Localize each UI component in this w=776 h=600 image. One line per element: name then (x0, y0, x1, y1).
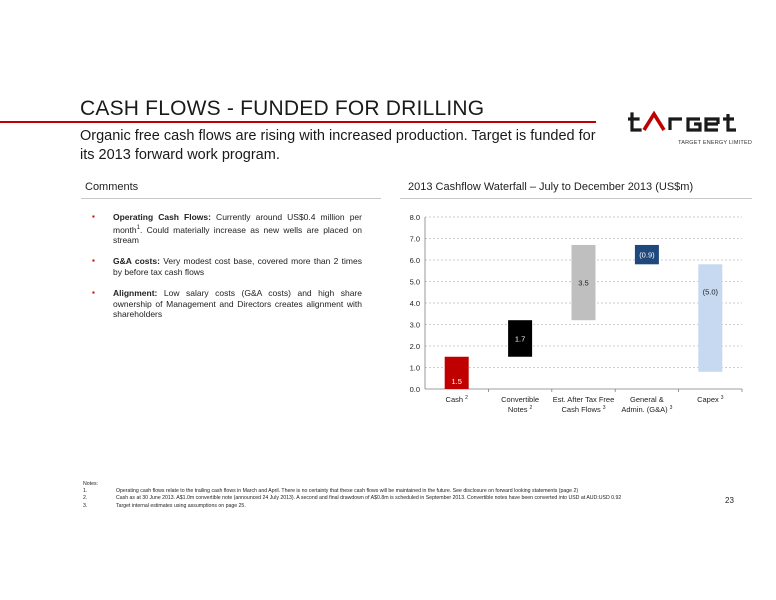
bar-value-label: (5.0) (702, 287, 719, 297)
note-text: Cash as at 30 June 2013. A$1.0m convertible note (announced 24 July 2013). A second and final drawdown of A$0.8m is scheduled in September 2013. Convertible notes have been converted into USD at AUD:USD 0.92 (116, 495, 622, 502)
x-category-label: Notes $^2$ (507, 405, 533, 414)
notes-heading: Notes: (83, 481, 98, 487)
x-category-label: Cash Flows $^3$ (561, 405, 606, 414)
footnote-ref: 2 (465, 395, 468, 401)
y-tick-label: 4.0 (409, 299, 420, 308)
target-energy-logo (628, 108, 748, 138)
comment-bullet-text: Very modest cost base, covered more than 2 times by before tax cash flows (113, 256, 362, 277)
comment-bullet-text: . Could materially increase as new wells are placed on stream (113, 224, 362, 245)
x-category-label: Est. After Tax Free (552, 395, 615, 404)
footnote-ref: 3 (669, 405, 673, 411)
note-number: 3. (83, 502, 88, 509)
y-tick-label: 5.0 (409, 277, 420, 287)
x-category-label: Admin. (G&A) $^3$ (621, 405, 673, 414)
chart-heading: 2013 Cashflow Waterfall – July to December 2013 (US$m) (408, 181, 694, 193)
y-tick-label: 8.0 (409, 213, 420, 222)
x-category-label: General & (630, 395, 664, 404)
comment-bullet-text: Currently around US$0.4 million per month (113, 212, 362, 235)
note-item (83, 488, 693, 495)
y-tick-label: 2.0 (409, 342, 420, 351)
y-tick-label: 0.0 (409, 385, 420, 394)
bar-value-label: 1.7 (514, 334, 526, 344)
comment-bullet-label: Operating Cash Flows: (113, 212, 211, 222)
note-number: 1. (83, 488, 88, 495)
comments-list (92, 212, 362, 331)
cashflow-waterfall-chart (405, 205, 750, 430)
comment-bullet (92, 212, 362, 245)
comments-heading: Comments (85, 181, 139, 193)
waterfall-bar (698, 264, 722, 372)
note-number: 2. (83, 495, 88, 502)
footnote-ref: 2 (529, 405, 533, 411)
footnote-ref: 3 (602, 405, 606, 411)
logo-subtext: TARGET ENERGY LIMITED (678, 140, 752, 146)
y-tick-label: 1.0 (409, 363, 420, 373)
x-category-label: Convertible (501, 395, 540, 404)
note-item (83, 503, 693, 510)
comment-bullet (92, 256, 362, 277)
note-text: Operating cash flows relate to the trailing cash flows in March and April. There is no certainty that these cash flows will be maintained in the future. See disclosure on forward looking statements (page 2) (116, 488, 579, 495)
note-item (83, 495, 693, 502)
page-subtitle: Organic free cash flows are rising with increased production. Target is funded for its 2013 forward work program. (80, 128, 596, 163)
waterfall-chart-svg (405, 205, 750, 430)
chart-divider (400, 198, 752, 199)
bar-value-label: (0.9) (639, 250, 655, 260)
footnote-ref: 3 (720, 395, 724, 401)
x-category-label: Cash $^2$ (445, 395, 468, 404)
notes-section (83, 481, 693, 510)
bar-value-label: 3.5 (578, 278, 589, 288)
y-tick-label: 3.0 (409, 320, 420, 330)
comments-divider (81, 198, 381, 199)
y-tick-label: 7.0 (409, 234, 420, 244)
y-tick-label: 6.0 (409, 256, 420, 265)
bar-value-label: 1.5 (451, 377, 462, 386)
footnote-ref: 1 (136, 224, 140, 231)
comment-bullet (92, 288, 362, 320)
comment-bullet-label: G&A costs: (113, 256, 160, 267)
x-category-label: Capex $^3$ (697, 395, 724, 404)
page-number: 23 (725, 496, 734, 505)
page-title: CASH FLOWS - FUNDED FOR DRILLING (80, 97, 485, 120)
title-divider (0, 121, 596, 123)
note-text: Target internal estimates using assumptions on page 25. (116, 502, 246, 509)
comment-bullet-text: Low salary costs (G&A costs) and high share ownership of Management and Directors creates alignment with shareholders (113, 288, 362, 320)
comment-bullet-label: Alignment: (113, 288, 158, 299)
